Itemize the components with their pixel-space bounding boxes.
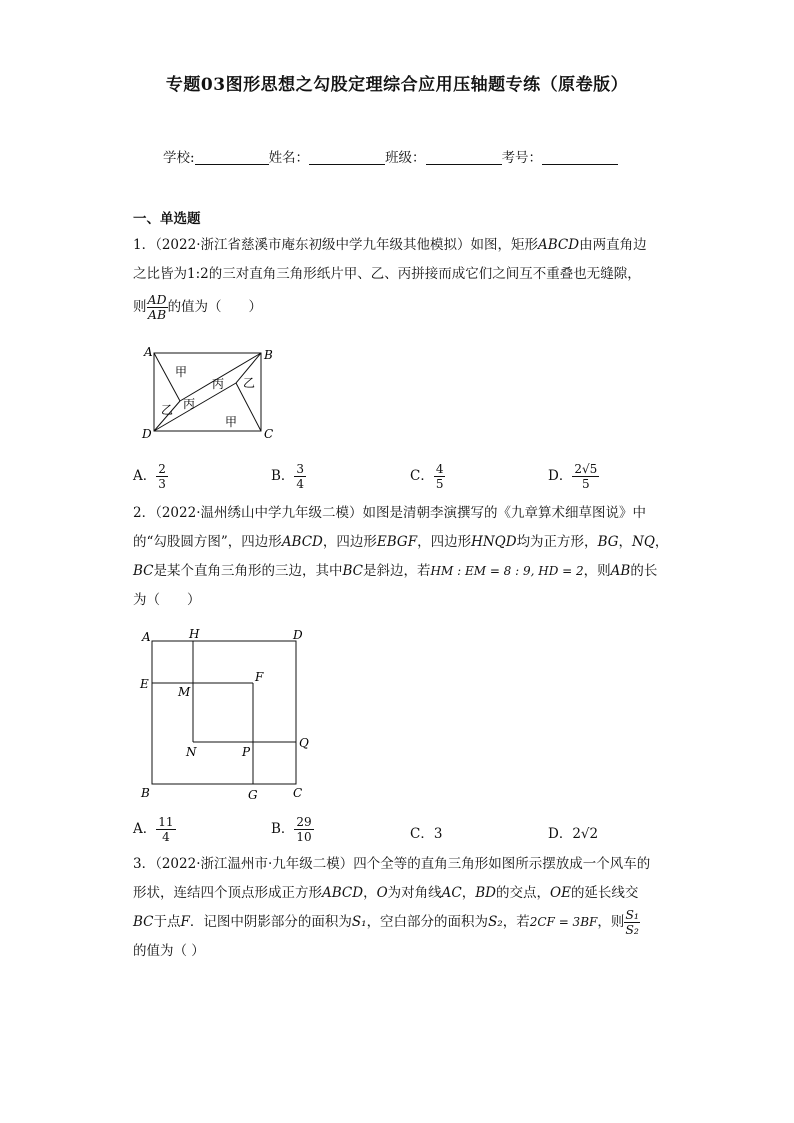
q1-rectangle-figure: [140, 342, 280, 446]
q2-label-f: F: [255, 670, 264, 684]
q2-line3: BC是某个直角三角形的三边，其中BC是斜边，若HM : EM = 8 : 9, HD = 2，则AB的长: [133, 563, 658, 579]
q2-label-p: P: [242, 745, 251, 759]
q3-line3: BC于点F．记图中阴影部分的面积为S₁，空白部分的面积为S₂，若2CF = 3BF，则 $\frac{\text{S₁}}{\text{S₂}}$: [133, 907, 639, 937]
id-blank[interactable]: [542, 150, 618, 165]
q1-label-a: A: [144, 345, 153, 359]
question-3-text: [133, 850, 681, 966]
q2-option-a[interactable]: A． $\frac{11}{4}$: [133, 815, 174, 844]
question-1-text: [133, 231, 673, 322]
q1-line3: 则 $\frac{AD}{AB}$ 的值为（ ）: [133, 292, 263, 322]
page-title: 专题03图形思想之勾股定理综合应用压轴题专练（原卷版）: [165, 75, 629, 95]
q2-label-q: Q: [299, 736, 309, 750]
q1-option-a[interactable]: A． $\frac{2}{3}$: [133, 462, 166, 491]
q2-label-c: C: [293, 786, 303, 800]
q3-line4: 的值为（ ）: [133, 943, 205, 959]
q2-line2: 的“勾股圆方图”，四边形ABCD，四边形EBGF，四边形HNQD均为正方形，BG，NQ，: [133, 534, 669, 550]
q1-option-c[interactable]: C． $\frac{4}{5}$: [410, 462, 444, 491]
name-label: 姓名：: [268, 150, 310, 166]
q2-line1: 2．（2022·温州绣山中学九年级二模）如图是清朝李演撰写的《九章算术细草图说》中: [133, 505, 646, 521]
q1-fraction: $\frac{AD}{AB}$: [147, 292, 167, 322]
q2-option-d[interactable]: D．2√2: [548, 826, 599, 842]
q2-option-b[interactable]: B． $\frac{29}{10}$: [271, 815, 312, 844]
q1-label-d: D: [142, 427, 152, 441]
q2-label-n: N: [186, 745, 197, 759]
q3-line1: 3．（2022·浙江温州市·九年级二模）四个全等的直角三角形如图所示摆放成一个风车的: [133, 856, 651, 872]
q2-label-a: A: [142, 630, 151, 644]
q2-label-m: M: [178, 685, 191, 699]
q2-line4: 为（ ）: [133, 592, 201, 608]
q2-option-c[interactable]: C．3: [410, 826, 443, 842]
q1-line2: 之比皆为1:2的三对直角三角形纸片甲、乙、丙拼接而成它们之间互不重叠也无缝隙，: [133, 266, 641, 282]
q2-label-h: H: [189, 627, 200, 641]
class-label: 班级：: [385, 150, 426, 166]
q1-piece-yi-right: 乙: [243, 376, 256, 390]
question-2-text: [133, 499, 678, 615]
q1-line1: 1．（2022·浙江省慈溪市庵东初级中学九年级其他模拟）如图，矩形ABCD由两直角边: [133, 237, 647, 253]
name-blank[interactable]: [309, 150, 385, 165]
school-label: 学校:: [163, 150, 195, 166]
q2-label-b: B: [141, 786, 150, 800]
q2-label-e: E: [140, 677, 149, 691]
id-label: 考号：: [501, 150, 543, 166]
q1-piece-yi-left: 乙: [161, 403, 174, 417]
q1-piece-bing-right: 丙: [212, 377, 225, 391]
q2-square-figure: [138, 626, 318, 804]
student-info-line: [163, 146, 618, 166]
q2-label-d: D: [293, 628, 303, 642]
school-blank[interactable]: [195, 150, 269, 165]
q1-option-b[interactable]: B． $\frac{3}{4}$: [271, 462, 305, 491]
q1-piece-jia-top: 甲: [175, 365, 188, 379]
q1-label-b: B: [264, 348, 273, 362]
q3-line2: 形状，连结四个顶点形成正方形ABCD，O为对角线AC，BD的交点，OE的延长线交: [133, 885, 639, 901]
q1-piece-bing-left: 丙: [183, 397, 196, 411]
q2-label-g: G: [248, 788, 258, 802]
q2-square-abcd: [152, 641, 296, 784]
q1-option-d[interactable]: D． $\frac{2√5}{5}$: [548, 462, 598, 491]
q1-label-c: C: [264, 427, 274, 441]
q1-rect-abcd: [154, 353, 261, 431]
q1-piece-jia-bottom: 甲: [225, 415, 238, 429]
section-heading: 一、单选题: [133, 211, 201, 227]
class-blank[interactable]: [426, 150, 502, 165]
q3-fraction: $\frac{\text{S₁}}{\text{S₂}}$: [625, 907, 639, 937]
